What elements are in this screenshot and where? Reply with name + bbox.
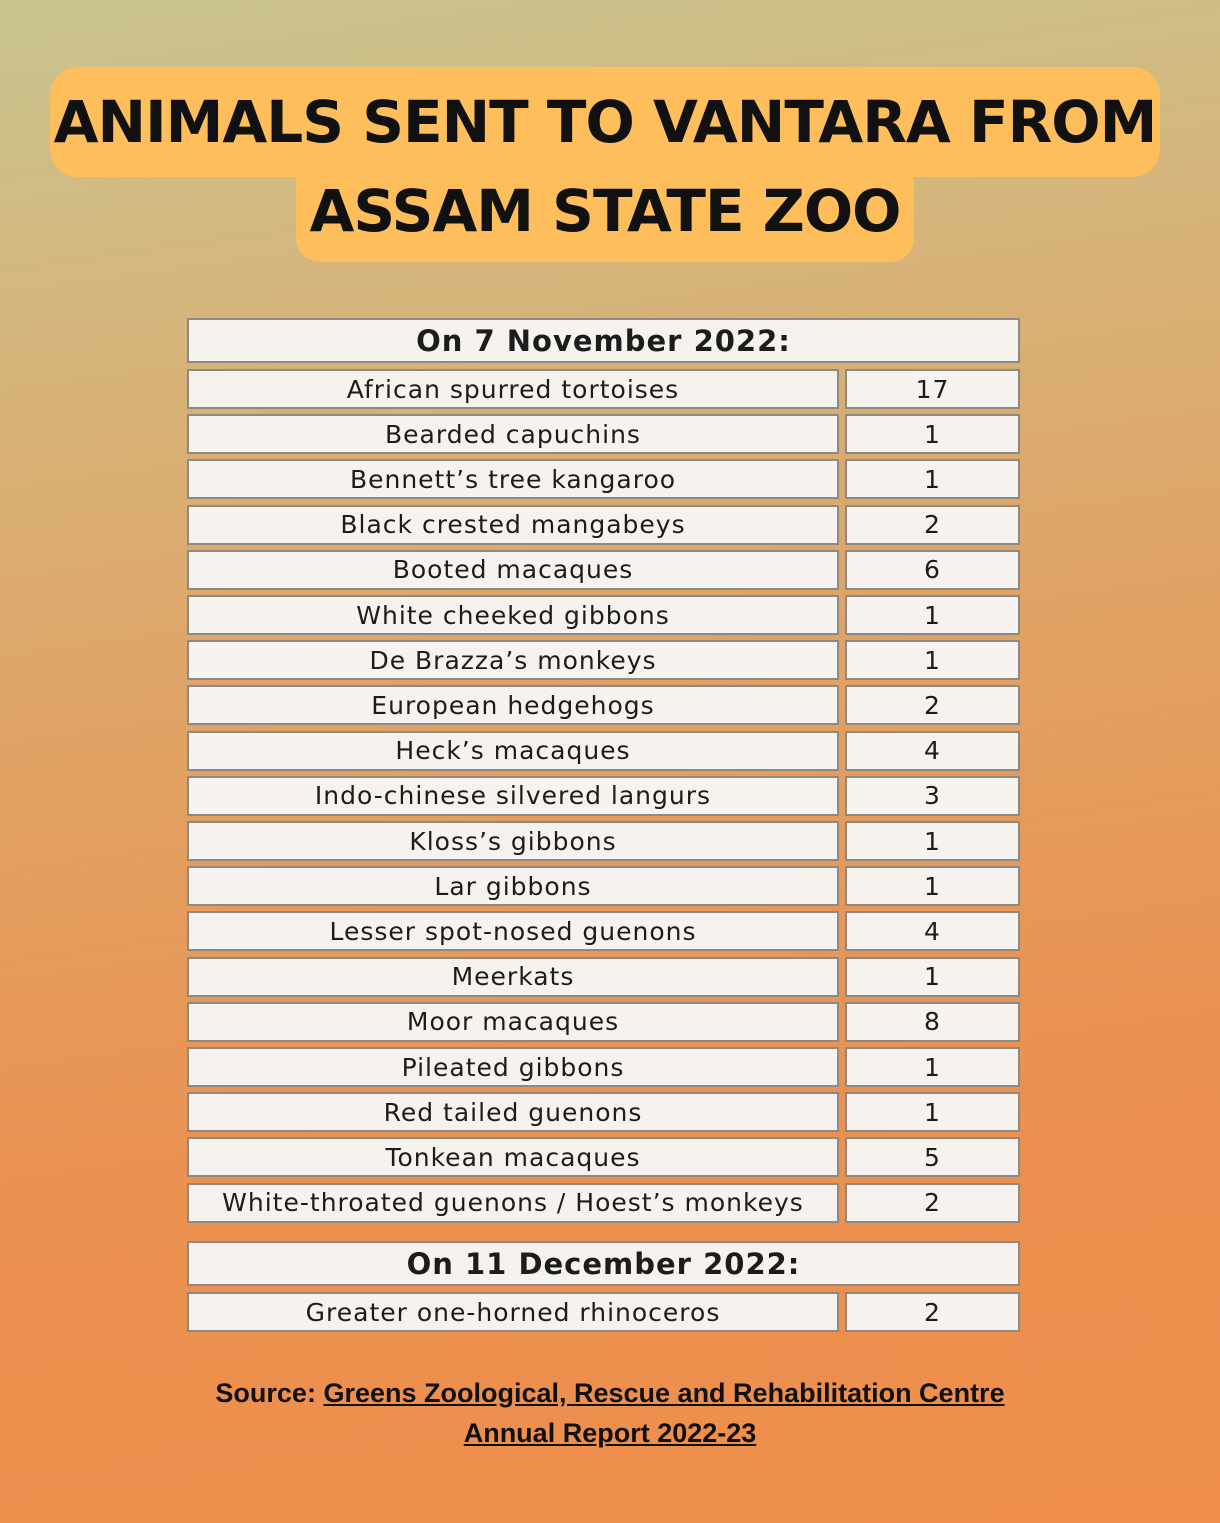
animal-name-cell: Meerkats	[187, 957, 839, 997]
animal-count-cell: 1	[845, 414, 1020, 454]
animal-name-cell: Greater one-horned rhinoceros	[187, 1292, 839, 1332]
animal-count-cell: 1	[845, 459, 1020, 499]
animal-count-cell: 1	[845, 1092, 1020, 1132]
animal-name-cell: Red tailed guenons	[187, 1092, 839, 1132]
animal-name-cell: Lar gibbons	[187, 866, 839, 906]
animal-count-cell: 1	[845, 1047, 1020, 1087]
section-header: On 7 November 2022:	[187, 318, 1020, 363]
animal-name-cell: Indo-chinese silvered langurs	[187, 776, 839, 816]
animal-count-cell: 4	[845, 731, 1020, 771]
title-line-2: ASSAM STATE ZOO	[296, 160, 914, 262]
animal-count-cell: 5	[845, 1137, 1020, 1177]
animal-name-cell: Kloss’s gibbons	[187, 821, 839, 861]
animal-name-cell: Moor macaques	[187, 1002, 839, 1042]
source-line-1	[0, 1378, 1220, 1409]
animal-count-cell: 6	[845, 550, 1020, 590]
animal-name-cell: Heck’s macaques	[187, 731, 839, 771]
animal-name-cell: Booted macaques	[187, 550, 839, 590]
animal-name-cell: Tonkean macaques	[187, 1137, 839, 1177]
animal-count-cell: 1	[845, 821, 1020, 861]
animal-count-cell: 2	[845, 685, 1020, 725]
source-link-line-1[interactable]: Greens Zoological, Rescue and Rehabilitation Centre	[323, 1378, 1005, 1408]
animal-name-cell: Pileated gibbons	[187, 1047, 839, 1087]
animal-count-cell: 1	[845, 640, 1020, 680]
animal-name-cell: Black crested mangabeys	[187, 505, 839, 545]
animal-count-cell: 8	[845, 1002, 1020, 1042]
animal-name-cell: Lesser spot-nosed guenons	[187, 911, 839, 951]
source-link-line-2[interactable]: Annual Report 2022-23	[463, 1418, 757, 1448]
animal-name-cell: White cheeked gibbons	[187, 595, 839, 635]
animal-count-cell: 1	[845, 957, 1020, 997]
animal-count-cell: 2	[845, 505, 1020, 545]
animal-count-cell: 17	[845, 369, 1020, 409]
animal-name-cell: African spurred tortoises	[187, 369, 839, 409]
source-label: Source:	[215, 1378, 324, 1408]
animal-name-cell: European hedgehogs	[187, 685, 839, 725]
title-line-1: ANIMALS SENT TO VANTARA FROM	[50, 67, 1160, 177]
animal-count-cell: 3	[845, 776, 1020, 816]
animal-name-cell: Bennett’s tree kangaroo	[187, 459, 839, 499]
animal-count-cell: 4	[845, 911, 1020, 951]
animal-count-cell: 1	[845, 866, 1020, 906]
animal-count-cell: 2	[845, 1183, 1020, 1223]
animal-count-cell: 1	[845, 595, 1020, 635]
animal-count-cell: 2	[845, 1292, 1020, 1332]
source-line-2	[0, 1418, 1220, 1449]
animal-name-cell: White-throated guenons / Hoest’s monkeys	[187, 1183, 839, 1223]
animal-name-cell: Bearded capuchins	[187, 414, 839, 454]
section-header: On 11 December 2022:	[187, 1241, 1020, 1286]
animal-name-cell: De Brazza’s monkeys	[187, 640, 839, 680]
